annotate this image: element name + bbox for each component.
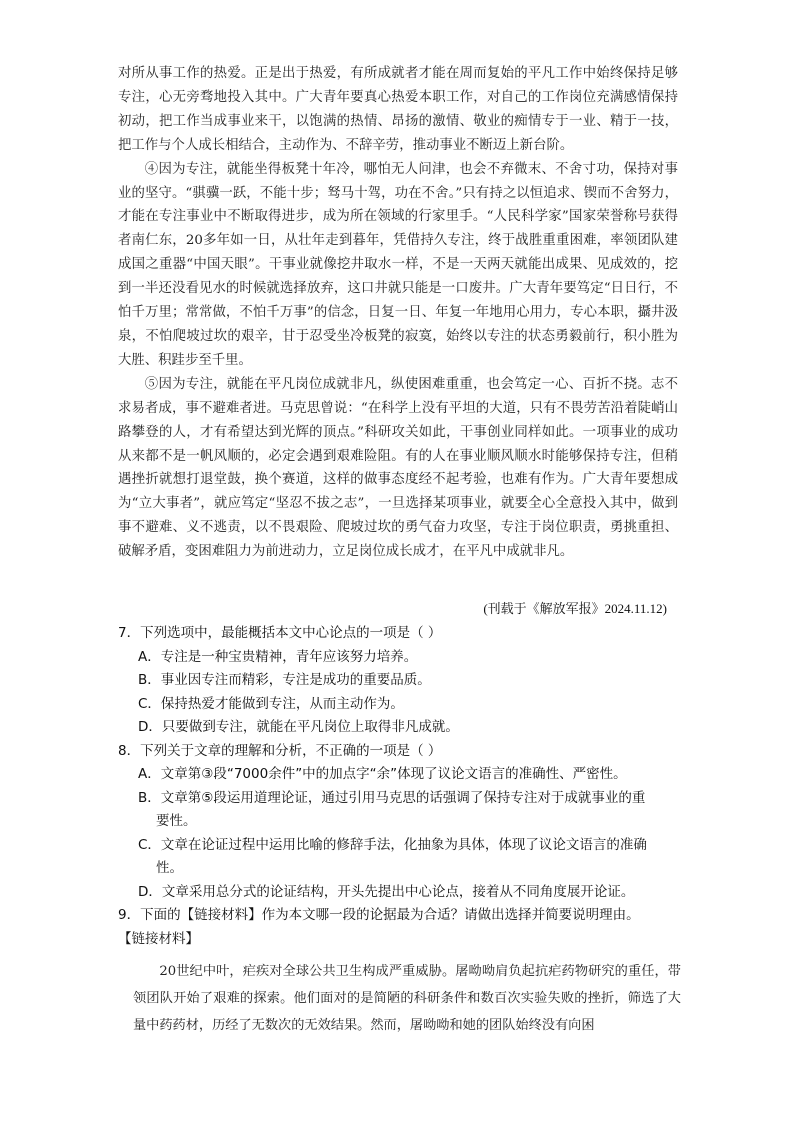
question-8-option-c-cont: 性。 (156, 860, 183, 876)
material-label: 【链接材料】 (118, 930, 199, 947)
question-7-option-d: D．只要做到专注，就能在平凡岗位上取得非凡成就。 (138, 719, 459, 735)
question-7-option-b: B．事业因专注而精彩，专注是成功的重要品质。 (138, 672, 431, 688)
article-body (118, 62, 678, 564)
question-8-option-a: A．文章第③段“7000余件”中的加点字“余”体现了议论文语言的准确性、严密性。 (138, 766, 627, 782)
question-8: 8．下列关于文章的理解和分析，不正确的一项是（ ） (118, 742, 442, 759)
question-8-option-b: B．文章第⑤段运用道理论证，通过引用马克思的话强调了保持专注对于成就事业的重 (138, 789, 646, 806)
question-7: 7．下列选项中，最能概括本文中心论点的一项是（ ） (118, 625, 442, 641)
article-paragraph-5: ⑤因为专注，就能在平凡岗位成就非凡，纵使困难重重，也会笃定一心、百折不挠。志不求易者成，事不避难者进。马克思曾说：“在科学上没有平坦的大道，只有不畏劳苦沿着陡峭山路攀登的人，才有希望达到光辉的顶点。”科研攻关如此，干事创业同样如此。一项事业的成功从来都不是一帆风顺的，必定会遇到艰难险阻。有的人在事业顺风顺水时能够保持专注，但稍遇挫折就想打退堂鼓，换个赛道，这样的做事态度经不起考验，也难有作为。广大青年要想成为“立大事者”，就应笃定“坚忍不拔之志”，一旦选择某项事业，就要全心全意投入其中，做到事不避难、义不逃责，以不畏艰险、爬坡过坎的勇气奋力攻坚，专注于岗位职责，勇挑重担、破解矛盾，变困难阻力为前进动力，立足岗位成长成才，在平凡中成就非凡。 (118, 376, 678, 560)
question-8-option-c: C．文章在论证过程中运用比喻的修辞手法，化抽象为具体，体现了议论文语言的准确 (138, 836, 647, 853)
question-7-option-a: A．专注是一种宝贵精神，青年应该努力培养。 (138, 648, 418, 665)
article-paragraph-3-end: 对所从事工作的热爱。正是出于热爱，有所成就者才能在周而复始的平凡工作中始终保持足够专注，心无旁骛地投入其中。广大青年要真心热爱本职工作，对自己的工作岗位充满感情保持初动，把工作当成事业来干，以饱满的热情、昂扬的激情、敬业的痴情专于一业、精于一技，把工作与个人成长相结合，主动作为、不辞辛劳，推动事业不断迈上新台阶。 (118, 66, 678, 153)
question-8-option-d: D．文章采用总分式的论证结构，开头先提出中心论点，接着从不同角度展开论证。 (138, 883, 635, 900)
question-9: 9．下面的【链接材料】作为本文哪一段的论据最为合适？请做出选择并简要说明理由。 (118, 907, 640, 923)
question-7-option-c: C．保持热爱才能做到专注，从而主动作为。 (138, 695, 404, 712)
material-paragraph: 20世纪中叶，疟疾对全球公共卫生构成严重威胁。屠呦呦肩负起抗疟药物研究的重任，带领团队开始了艰难的探索。他们面对的是简陋的科研条件和数百次实验失败的挫折，筛选了大量中药药材，历经了无数次的无效结果。然而，屠呦呦和她的团队始终没有向困 (133, 964, 681, 1033)
question-8-option-b-cont: 要性。 (156, 813, 197, 829)
link-material (133, 958, 681, 1039)
article-source: (刊载于《解放军报》2024.11.12) (483, 601, 667, 616)
article-paragraph-4: ④因为专注，就能坐得板凳十年冷，哪怕无人问津，也会不弃微末、不舍寸功，保持对事业的坚守。“骐骥一跃，不能十步；驽马十驾，功在不舍。”只有持之以恒追求、锲而不舍努力，才能在专注事业中不断取得进步，成为所在领域的行家里手。“人民科学家”国家荣誉称号获得者南仁东，20多年如一日，从壮年走到暮年，凭借持久专注，终于战胜重重困难，率领团队建成国之重器“中国天眼”。干事业就像挖井取水一样，不是一天两天就能出成果、见成效的，挖到一半还没看见水的时候就选择放弃，这口井就只能是一口废井。广大青年要笃定“日日行，不怕千万里；常常做，不怕千万事”的信念，日复一日、年复一年地用心用力，专心本职，攝井汲泉，不怕爬坡过坎的艰辛，甘于忍受坐冷板凳的寂寞，始终以专注的状态勇毅前行，积小胜为大胜、积跬步至千里。 (118, 161, 678, 368)
question-section (118, 622, 683, 951)
